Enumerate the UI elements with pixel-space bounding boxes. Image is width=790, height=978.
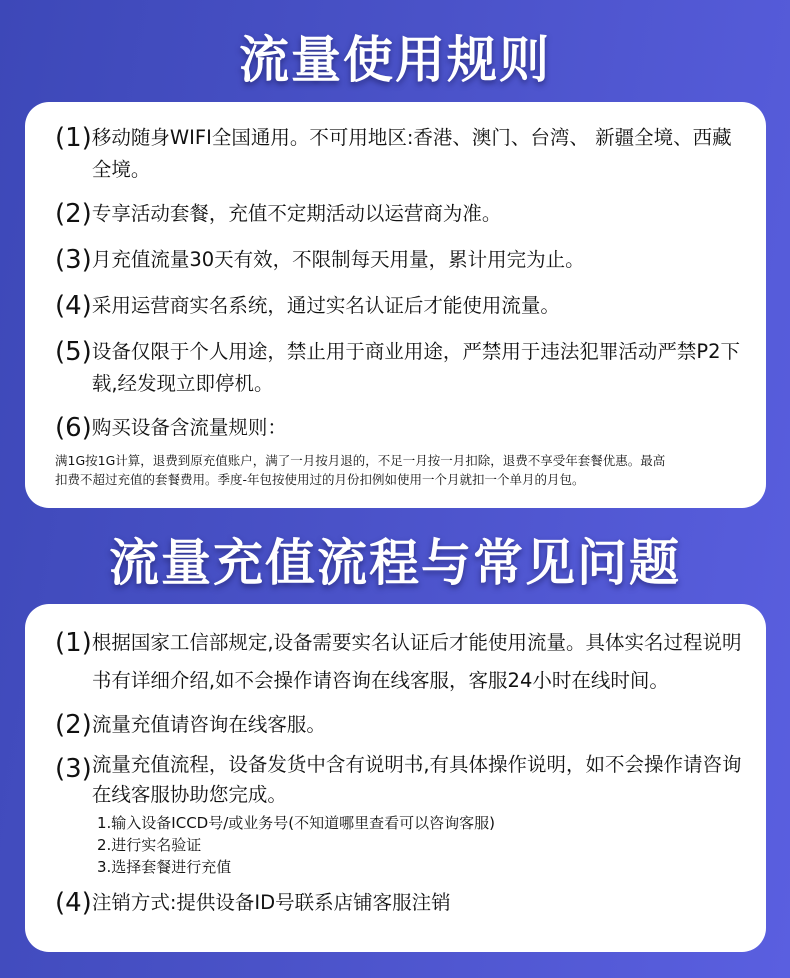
rule-number: (6) — [55, 413, 92, 443]
rule-text: 设备仅限于个人用途，禁止用于商业用途，严禁用于违法犯罪活动严禁P2下载,经发现立即停机。 — [91, 340, 741, 395]
rule-text: 采用运营商实名系统，通过实名认证后才能使用流量。 — [91, 294, 560, 317]
section-title-recharge-faq: 流量充值流程与常见问题 — [109, 534, 681, 592]
rule-item-4 — [55, 288, 746, 324]
rule-item-1 — [55, 120, 746, 186]
step-1: 1.输入设备ICCD号/或业务号(不知道哪里查看可以咨询客服) — [97, 814, 495, 832]
rule-text: 购买设备含流量规则： — [91, 416, 287, 439]
faq-item-3 — [55, 750, 746, 810]
faq-number: (2) — [55, 710, 92, 740]
faq-text: 流量充值请咨询在线客服。 — [91, 713, 326, 736]
step-3: 3.选择套餐进行充值 — [97, 858, 232, 876]
recharge-faq-card — [25, 604, 766, 952]
rule-text: 月充值流量30天有效，不限制每天用量，累计用完为止。 — [91, 248, 585, 271]
step-2: 2.进行实名验证 — [97, 836, 202, 854]
faq-number: (3) — [55, 754, 92, 784]
refund-note: 满1G按1G计算，退费到原充值账户，满了一月按月退的，不足一月按一月扣除，退费不享受年套餐优惠。最高扣费不超过充值的套餐费用。季度-年包按使用过的月份扣例如使用一个月就扣一个单月的月包。 — [55, 453, 666, 487]
faq-text: 注销方式:提供设备ID号联系店铺客服注销 — [91, 891, 451, 914]
rule-item-3 — [55, 242, 746, 278]
rule-number: (1) — [55, 123, 92, 153]
rule-number: (4) — [55, 291, 92, 321]
rule-item-5 — [55, 334, 746, 400]
rule-number: (5) — [55, 337, 92, 367]
rule-text: 移动随身WIFI全国通用。不可用地区:香港、澳门、台湾、 新疆全境、西藏全境。 — [91, 126, 732, 181]
rule-item-2 — [55, 196, 746, 232]
usage-rules-card — [25, 102, 766, 508]
recharge-steps — [97, 812, 746, 878]
faq-number: (4) — [55, 888, 92, 918]
rule-number: (2) — [55, 199, 92, 229]
faq-number: (1) — [55, 628, 92, 658]
faq-item-2 — [55, 706, 746, 744]
faq-item-1 — [55, 624, 746, 700]
rule-number: (3) — [55, 245, 92, 275]
faq-text: 根据国家工信部规定,设备需要实名认证后才能使用流量。具体实名过程说明书有详细介绍,如不会操作请咨询在线客服，客服24小时在线时间。 — [91, 631, 742, 692]
rule-text: 专享活动套餐，充值不定期活动以运营商为准。 — [91, 202, 502, 225]
section-title-usage-rules: 流量使用规则 — [239, 31, 551, 89]
faq-item-4 — [55, 884, 746, 922]
rule-item-6 — [55, 410, 746, 446]
faq-text: 流量充值流程，设备发货中含有说明书,有具体操作说明，如不会操作请咨询在线客服协助您完成。 — [91, 753, 742, 806]
